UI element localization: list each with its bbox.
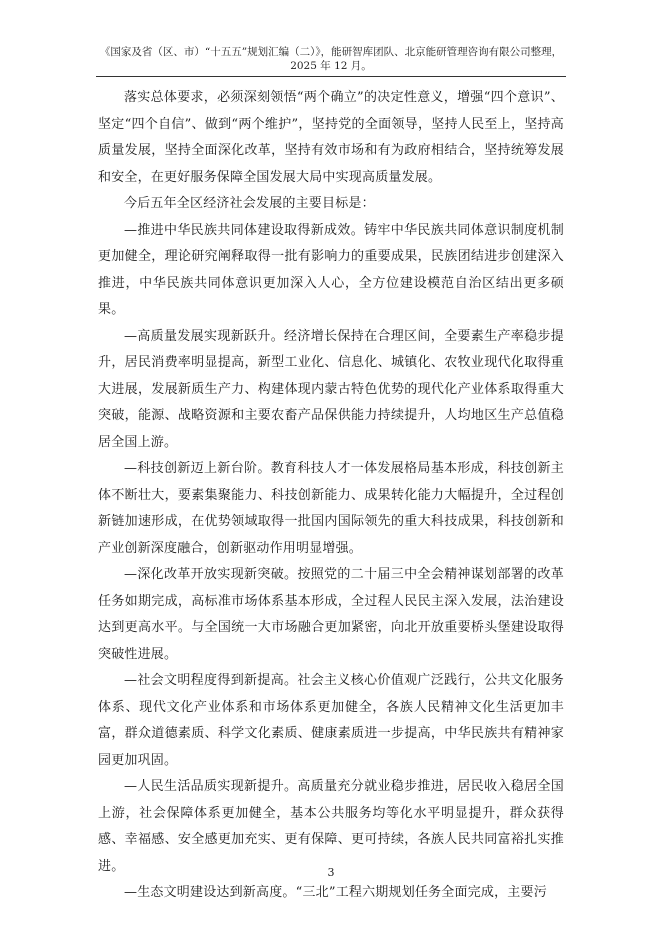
header-citation-line: 《国家及省（区、市）“十五五”规划汇编（二）》，能研智库团队、北京能研管理咨询有限公司整理， bbox=[99, 46, 563, 58]
header-divider bbox=[96, 76, 566, 77]
paragraph-overall-requirements: 落实总体要求，必须深刻领悟“两个确立”的决定性意义，增强“四个意识”、坚定“四个自信”、做到“两个维护”，坚持党的全面领导，坚持人民至上，坚持高质量发展，坚持全面深化改革，坚持有效市场和有为政府相结合，坚持统筹发展和安全，在更好服务保障全国发展大局中实现高质量发展。 bbox=[98, 90, 564, 185]
paragraph-goal-reform-opening: —深化改革开放实现新突破。按照党的二十届三中全会精神谋划部署的改革任务如期完成，高标准市场体系基本形成，全过程人民民主深入发展，法治建设达到更高水平。与全国统一大市场融合更加紧密，向北开放重要桥头堡建设取得突破性进展。 bbox=[98, 567, 564, 662]
header-date-line: 2025 年 12 月。 bbox=[290, 60, 372, 72]
paragraph-main-goals-intro: 今后五年全区经济社会发展的主要目标是： bbox=[124, 196, 375, 211]
paragraph-goal-ecological-civilization: —生态文明建设达到新高度。“三北”工程六期规划任务全面完成，主要污 bbox=[124, 885, 547, 900]
paragraph-goal-tech-innovation: —科技创新迈上新台阶。教育科技人才一体发展格局基本形成，科技创新主体不断壮大，要素集聚能力、科技创新能力、成果转化能力大幅提升，全过程创新链加速形成，在优势领域取得一批国内国际领先的重大科技成果，科技创新和产业创新深度融合，创新驱动作用明显增强。 bbox=[98, 461, 564, 556]
paragraph-goal-high-quality-development: —高质量发展实现新跃升。经济增长保持在合理区间，全要素生产率稳步提升，居民消费率明显提高，新型工业化、信息化、城镇化、农牧业现代化取得重大进展，发展新质生产力、构建体现内蒙古特色优势的现代化产业体系取得重大突破，能源、战略资源和主要农畜产品保供能力持续提升，人均地区生产总值稳居全国上游。 bbox=[98, 328, 564, 450]
page-header bbox=[96, 45, 566, 73]
paragraph-goal-national-community: —推进中华民族共同体建设取得新成效。铸牢中华民族共同体意识制度机制更加健全，理论研究阐释取得一批有影响力的重要成果，民族团结进步创建深入推进，中华民族共同体意识更加深入人心，全方位建设模范自治区结出更多硕果。 bbox=[98, 222, 564, 317]
document-body bbox=[98, 85, 564, 907]
paragraph-goal-living-quality: —人民生活品质实现新提升。高质量充分就业稳步推进，居民收入稳居全国上游，社会保障体系更加健全，基本公共服务均等化水平明显提升，群众获得感、幸福感、安全感更加充实、更有保障、更可持续，各族人民共同富裕扎实推进。 bbox=[98, 779, 564, 874]
paragraph-goal-social-civilization: —社会文明程度得到新提高。社会主义核心价值观广泛践行，公共文化服务体系、现代文化产业体系和市场体系更加健全，各族人民精神文化生活更加丰富，群众道德素质、科学文化素质、健康素质进一步提高，中华民族共有精神家园更加巩固。 bbox=[98, 673, 564, 768]
page-number: 3 bbox=[327, 866, 335, 879]
